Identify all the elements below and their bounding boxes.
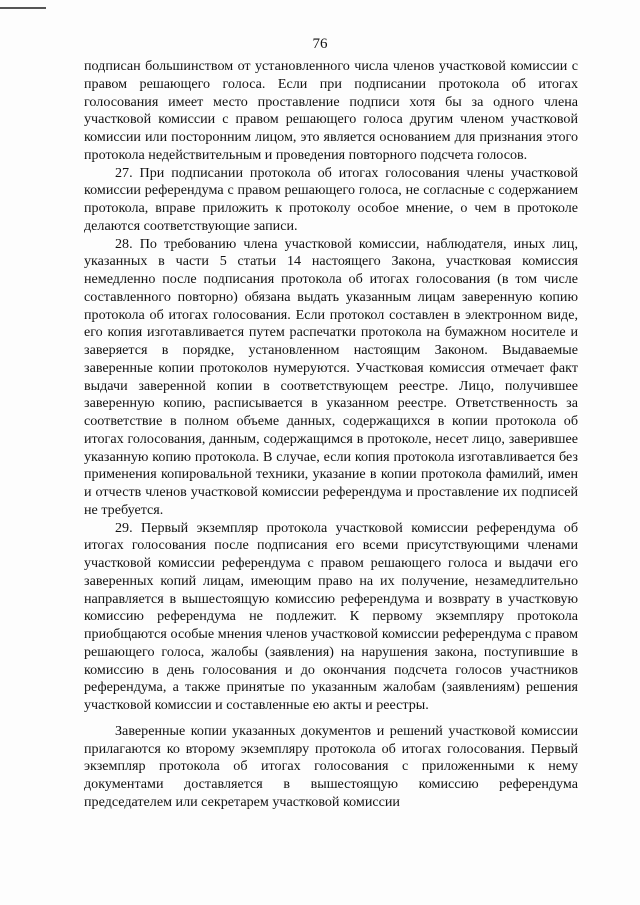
paragraph-28: 28. По требованию члена участковой комиссии, наблюдателя, иных лиц, указанных в части 5 статьи 14 настоящего Закона, участковая комиссия немедленно после подписания протокола об итогах голосования (в том числе составленного повторно) обязана выдать указанным лицам заверенную копию протокола об итогах голосования. Если протокол составлен в электронном виде, его копия изготавливается путем распечатки протокола на бумажном носителе и заверяется в порядке, установленном настоящим Законом. Выдаваемые заверенные копии протоколов нумеруются. Участковая комиссия отмечает факт выдачи заверенной копии в соответствующем реестре. Лицо, получившее заверенную копию, расписывается в указанном реестре. Ответственность за соответствие в полном объеме данных, содержащихся в копии протокола об итогах голосования, данным, содержащимся в протоколе, несет лицо, заверившее указанную копию протокола. В случае, если копия протокола изготавливается без применения копировальной техники, указание в копии протокола фамилий, имен и отчеств членов участковой комиссии референдума и проставление их подписей не требуется. (84, 235, 578, 518)
document-body (84, 58, 578, 812)
page-number: 76 (312, 36, 328, 52)
paragraph-27: 27. При подписании протокола об итогах голосования члены участковой комиссии референдума с правом решающего голоса, не согласные с содержанием протокола, вправе приложить к протоколу особое мнение, о чем в протоколе делаются соответствующие записи. (84, 164, 578, 234)
paragraph-certified-copies: Заверенные копии указанных документов и решений участковой комиссии прилагаются ко второму экземпляру протокола об итогах голосования. Первый экземпляр протокола об итогах голосования с приложенными к нему документами доставляется в вышестоящую комиссию референдума председателем или секретарем участковой комиссии (84, 722, 578, 810)
paragraph-continued: подписан большинством от установленного числа членов участковой комиссии с правом решающего голоса. Если при подписании протокола об итогах голосования имеет место проставление подписи хотя бы за одного члена участковой комиссии с правом решающего голоса другим членом участковой комиссии или посторонним лицом, это является основанием для признания этого протокола недействительным и проведения повторного подсчета голосов. (84, 58, 578, 163)
paragraph-29: 29. Первый экземпляр протокола участковой комиссии референдума об итогах голосования после подписания его всеми присутствующими членами участковой комиссии референдума с правом решающего голоса и выдачи его заверенных копий лицам, имеющим право на их получение, незамедлительно направляется в вышестоящую комиссию референдума и возврату в участковую комиссию референдума не подлежит. К первому экземпляру протокола приобщаются особые мнения членов участковой комиссии референдума с правом решающего голоса, жалобы (заявления) на нарушения закона, поступившие в комиссию в день голосования и до окончания подсчета голосов участников референдума, а также принятые по указанным жалобам (заявлениям) решения участковой комиссии и составленные ею акты и реестры. (84, 519, 578, 713)
top-edge-rule (0, 7, 46, 9)
